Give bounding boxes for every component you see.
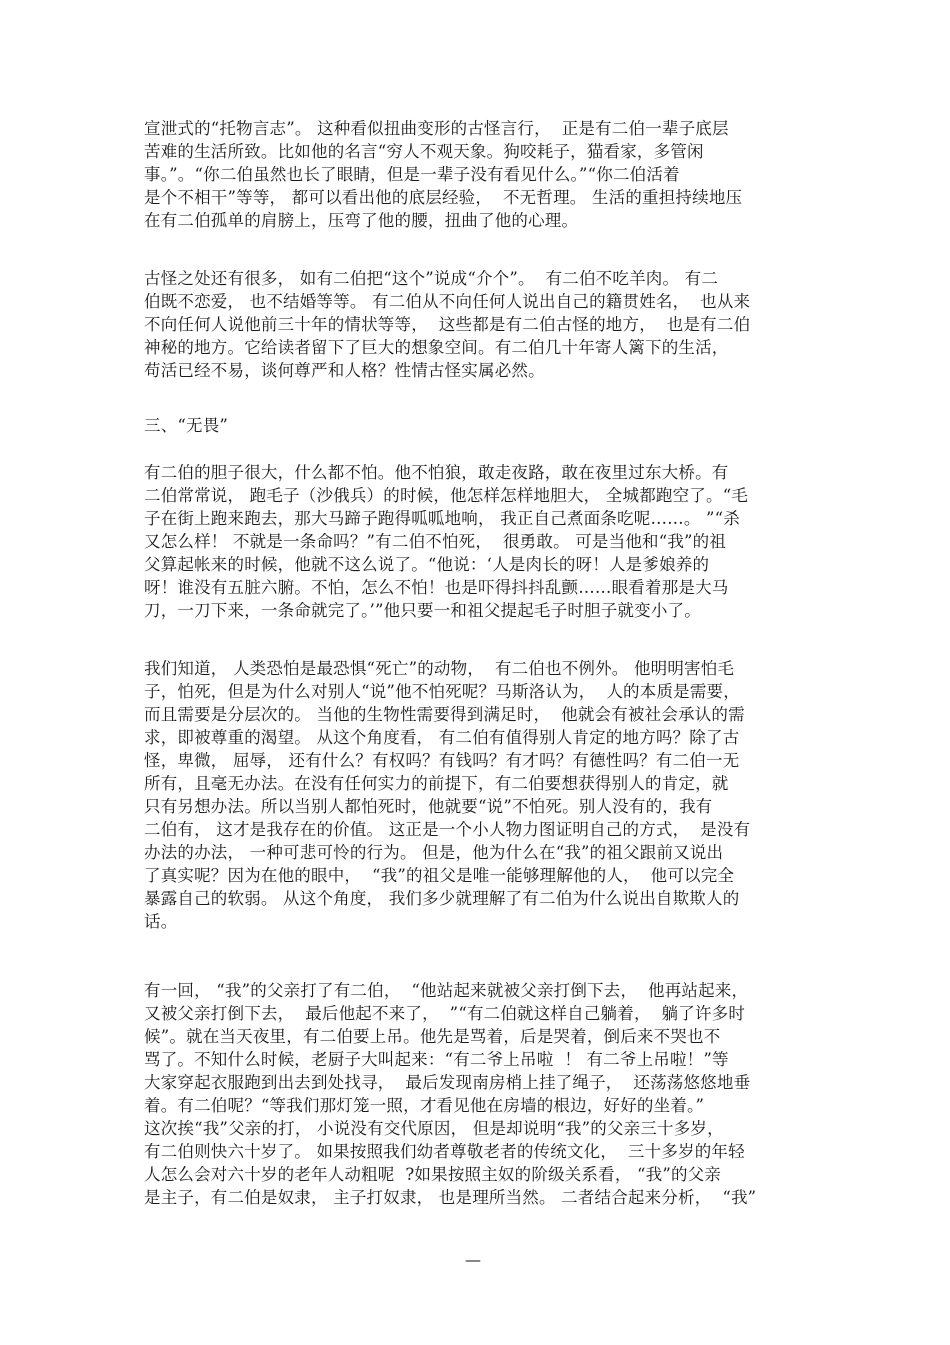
text-line: 在有二伯孤单的肩膀上，压弯了他的腰，扭曲了他的心理。 [144, 211, 579, 230]
section-heading [144, 414, 808, 437]
text-line: 是个不相干”等等， 都可以看出他的底层经验， 不无哲理。 生活的重担持续地压 [144, 188, 743, 207]
text-line: 有二伯则快六十岁了。 如果按照我们幼者尊敬老者的传统文化， 三十多岁的年轻 [144, 1142, 745, 1161]
text-line: 子在街上跑来跑去，那大马蹄子跑得呱呱地响， 我正自己煮面条吃呢……。 ”“杀 [144, 509, 740, 528]
text-line: 大家穿起衣服跑到出去到处找寻， 最后发现南房梢上挂了绳子， 还荡荡悠悠地垂 [144, 1073, 751, 1092]
text-line: 人怎么会对六十岁的老年人动粗呢 ?如果按照主奴的阶级关系看， “我”的父亲 [144, 1165, 722, 1184]
text-line: 事。”。“你二伯虽然也长了眼睛，但是一辈子没有看见什么。”“你二伯活着 [144, 165, 680, 184]
paragraph-2 [144, 267, 808, 382]
text-line: 苦难的生活所致。比如他的名言“穷人不观天象。狗咬耗子，猫看家，多管闲 [144, 142, 704, 161]
text-line: 骂了。不知什么时候，老厨子大叫起来：“有二爷上吊啦 ！ 有二爷上吊啦！”等 [144, 1050, 729, 1069]
paragraph-5 [144, 979, 808, 1209]
text-line: 子，怕死，但是为什么对别人“说”他不怕死呢？马斯洛认为， 人的本质是需要， [144, 682, 740, 701]
text-line: 求，即被尊重的渴望。 从这个角度看， 有二伯有值得别人肯定的地方吗？除了古 [144, 728, 740, 747]
text-line: 二伯有， 这才是我存在的价值。 这正是一个小人物力图证明自己的方式， 是没有 [144, 820, 751, 839]
text-line: 刀，一刀下来，一条命就完了。’”他只要一和祖父提起毛子时胆子就变小了。 [144, 601, 701, 620]
text-line: 办法的办法， 一种可悲可怜的行为。 但是，他为什么在“我”的祖父跟前又说出 [144, 843, 724, 862]
text-line: 是主子，有二伯是奴隶， 主子打奴隶， 也是理所当然。 二者结合起来分析， “我” [144, 1188, 757, 1207]
text-line: 宣泄式的“托物言志”。 这种看似扭曲变形的古怪言行， 正是有二伯一辈子底层 [144, 119, 729, 138]
text-line: 二伯常常说， 跑毛子（沙俄兵）的时候，他怎样怎样地胆大， 全城都跑空了。“毛 [144, 486, 749, 505]
text-line: 苟活已经不易，谈何尊严和人格？性情古怪实属必然。 [144, 361, 545, 380]
text-line: 只有另想办法。所以当别人都怕死时，他就要“说”不怕死。别人没有的，我有 [144, 797, 713, 816]
text-line: 父算起帐来的时候，他就不这么说了。“他说：‘人是肉长的呀！人是爹娘养的 [144, 555, 710, 574]
text-line: 这次挨“我”父亲的打， 小说没有交代原因， 但是却说明“我”的父亲三十多岁， [144, 1119, 724, 1138]
text-line: 古怪之处还有很多， 如有二伯把“这个”说成“介个”。 有二伯不吃羊肉。 有二 [144, 269, 719, 288]
text-line: 有二伯的胆子很大，什么都不怕。他不怕狼，敢走夜路，敢在夜里过东大桥。有 [144, 463, 729, 482]
text-line: 不向任何人说他前三十年的情状等等， 这些都是有二伯古怪的地方， 也是有二伯 [144, 315, 751, 334]
text-line: 怪，卑微， 屈辱， 还有什么？有权吗？有钱吗？有才吗？有德性吗？有二伯一无 [144, 751, 740, 770]
text-line: 又被父亲打倒下去， 最后他起不来了， ”“有二伯就这样自己躺着， 躺了许多时 [144, 1004, 746, 1023]
text-line: 伯既不恋爱， 也不结婚等等。 有二伯从不向任何人说出自己的籍贯姓名， 也从来 [144, 292, 751, 311]
text-line: 神秘的地方。它给读者留下了巨大的想象空间。有二伯几十年寄人篱下的生活， [144, 338, 729, 357]
paragraph-1 [144, 117, 808, 232]
text-line: 候”。就在当天夜里，有二伯要上吊。他先是骂着，后是哭着，倒后来不哭也不 [144, 1027, 721, 1046]
text-line: 所有，且毫无办法。在没有任何实力的前提下，有二伯要想获得别人的肯定，就 [144, 774, 729, 793]
text-line: 话。 [144, 912, 178, 931]
text-line: 有一回， “我”的父亲打了有二伯， “他站起来就被父亲打倒下去， 他再站起来， [144, 981, 749, 1000]
paragraph-3 [144, 461, 808, 622]
text-line: 而且需要是分层次的。 当他的生物性需要得到满足时， 他就会有被社会承认的需 [144, 705, 745, 724]
text-line: 着。有二伯呢？“等我们那灯笼一照，才看见他在房墙的根边，好好的坐着。” [144, 1096, 705, 1115]
text-line: 我们知道， 人类恐怕是最恐惧“死亡”的动物， 有二伯也不例外。 他明明害怕毛 [144, 659, 735, 678]
paragraph-4 [144, 657, 808, 933]
text-line: 又怎么样！ 不就是一条命吗？”有二伯不怕死， 很勇敢。 可是当他和“我”的祖 [144, 532, 727, 551]
text-line: 呀！谁没有五脏六腑。不怕，怎么不怕！也是吓得抖抖乱颤……眼看着那是大马 [144, 578, 729, 597]
text-line: 暴露自己的软弱。 从这个角度， 我们多少就理解了有二伯为什么说出自欺欺人的 [144, 889, 740, 908]
section-heading-text: 三、“无畏” [144, 416, 229, 435]
text-line: 了真实呢？因为在他的眼中， “我”的祖父是唯一能够理解他的人， 他可以完全 [144, 866, 735, 885]
page-number-marker: — [465, 1250, 481, 1269]
